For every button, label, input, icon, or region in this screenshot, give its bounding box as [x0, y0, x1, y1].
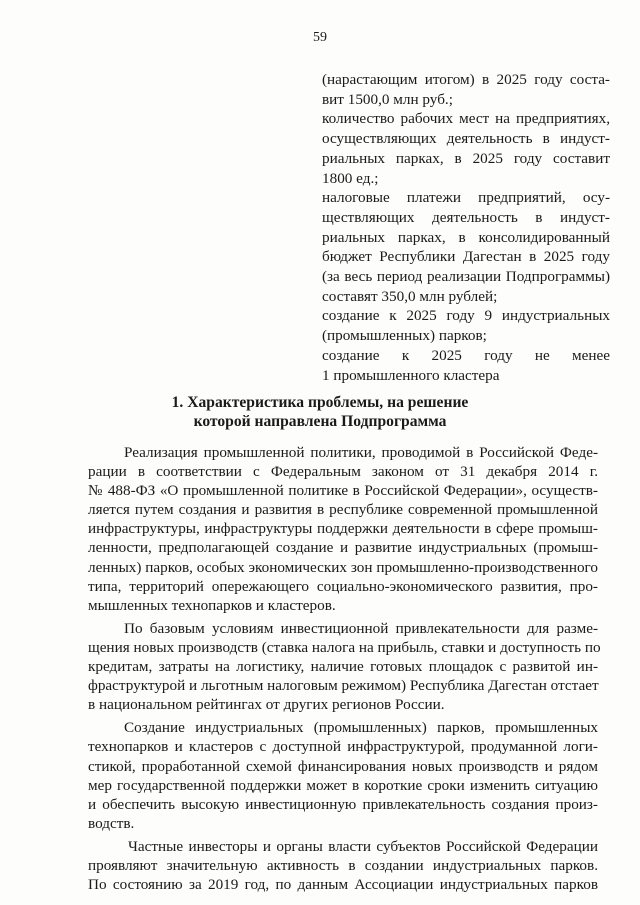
- paragraph-line: По состоянию за 2019 год, по данным Ассоциации индустриальных парков: [88, 876, 598, 894]
- body-text: [88, 443, 601, 898]
- indicator-line: количество рабочих мест на предприятиях,: [322, 110, 610, 128]
- indicator-line: риальных парках, в консолидированный: [322, 228, 610, 246]
- indicator-line: создание к 2025 году 9 индустриальных: [322, 307, 610, 325]
- paragraph-line: ляется путем создания и развития в республике современной промышленной: [88, 501, 598, 519]
- paragraph-line: щения новых производств (ставка налога на прибыль, ставки и доступность по: [88, 638, 601, 656]
- indicator-line: риальных парках, в 2025 году составит: [322, 149, 610, 167]
- paragraph-line: инфраструктуры, инфраструктуры поддержки деятельности в сфере промыш-: [88, 520, 598, 538]
- paragraph-line: По базовым условиям инвестиционной привлекательности для разме-: [124, 619, 598, 637]
- section-heading: [0, 393, 640, 431]
- indicator-line: (за весь период реализации Подпрограммы): [322, 268, 610, 286]
- paragraph-line: мер государственной поддержки может в короткие сроки изменить ситуацию: [88, 776, 598, 794]
- indicators-list: [322, 70, 610, 385]
- paragraph-line: проявляют значительную активность в создании индустриальных парков.: [88, 856, 598, 874]
- paragraph-line: Частные инвесторы и органы власти субъектов Российской Федерации: [128, 837, 598, 855]
- indicator-line: бюджет Республики Дагестан в 2025 году: [322, 248, 610, 266]
- indicator-line: ществляющих деятельность в индуст-: [322, 208, 610, 226]
- paragraph-line: кредитам, затраты на логистику, наличие готовых площадок с развитой ин-: [88, 658, 598, 676]
- paragraph: [88, 619, 601, 714]
- indicator-line: (промышленных) парков;: [322, 327, 487, 345]
- indicator-line: (нарастающим итогом) в 2025 году соста-: [322, 71, 610, 88]
- paragraph-line: водств.: [88, 814, 135, 832]
- indicator-line: составят 350,0 млн рублей;: [322, 287, 498, 305]
- paragraph: [88, 718, 598, 833]
- paragraph-line: Создание индустриальных (промышленных) парков, промышленных: [124, 719, 598, 737]
- paragraph-line: типа, территорий опережающего социально-экономического развития, про-: [88, 577, 598, 595]
- section-heading-line: 1. Характеристика проблемы, на решение: [171, 394, 469, 411]
- indicator-line: вит 1500,0 млн руб.;: [322, 90, 453, 108]
- paragraph-line: рации в соответствии с Федеральным законом от 31 декабря 2014 г.: [88, 463, 598, 481]
- paragraph-line: мышленных технопарков и кластеров.: [88, 596, 336, 614]
- paragraph-line: ленности, предполагающей создание и развитие индустриальных (промыш-: [88, 539, 598, 557]
- indicator-line: 1 промышленного кластера: [322, 366, 500, 384]
- paragraph-line: в национальном рейтингах от других регионов России.: [88, 696, 445, 714]
- paragraph-line: ленных) парков, особых экономических зон промышленно-производственного: [88, 558, 598, 576]
- indicator-line: 1800 ед.;: [322, 169, 379, 187]
- paragraph-line: и обеспечить высокую инвестиционную привлекательность создания произ-: [88, 795, 598, 813]
- indicator-line: осуществляющих деятельность в индуст-: [322, 130, 610, 148]
- indicator-line: создание к 2025 году не менее: [322, 346, 610, 364]
- paragraph-line: стикой, проработанной схемой финансирования новых производств и рядом: [88, 757, 598, 775]
- section-heading-line: которой направлена Подпрограмма: [193, 413, 447, 430]
- paragraph-line: фраструктурой и льготным налоговым режимом) Республика Дагестан отстает: [88, 677, 599, 695]
- page-number: 59: [313, 30, 327, 45]
- paragraph-line: технопарков и кластеров с доступной инфраструктурой, продуманной логи-: [88, 738, 598, 756]
- paragraph-line: № 488-ФЗ «О промышленной политике в Российской Федерации», осуществ-: [88, 482, 598, 500]
- paragraph: [88, 837, 598, 894]
- paragraph-line: Реализация промышленной политики, проводимой в Российской Феде-: [124, 444, 598, 461]
- indicator-line: налоговые платежи предприятий, осу-: [322, 189, 610, 207]
- paragraph: [88, 443, 598, 615]
